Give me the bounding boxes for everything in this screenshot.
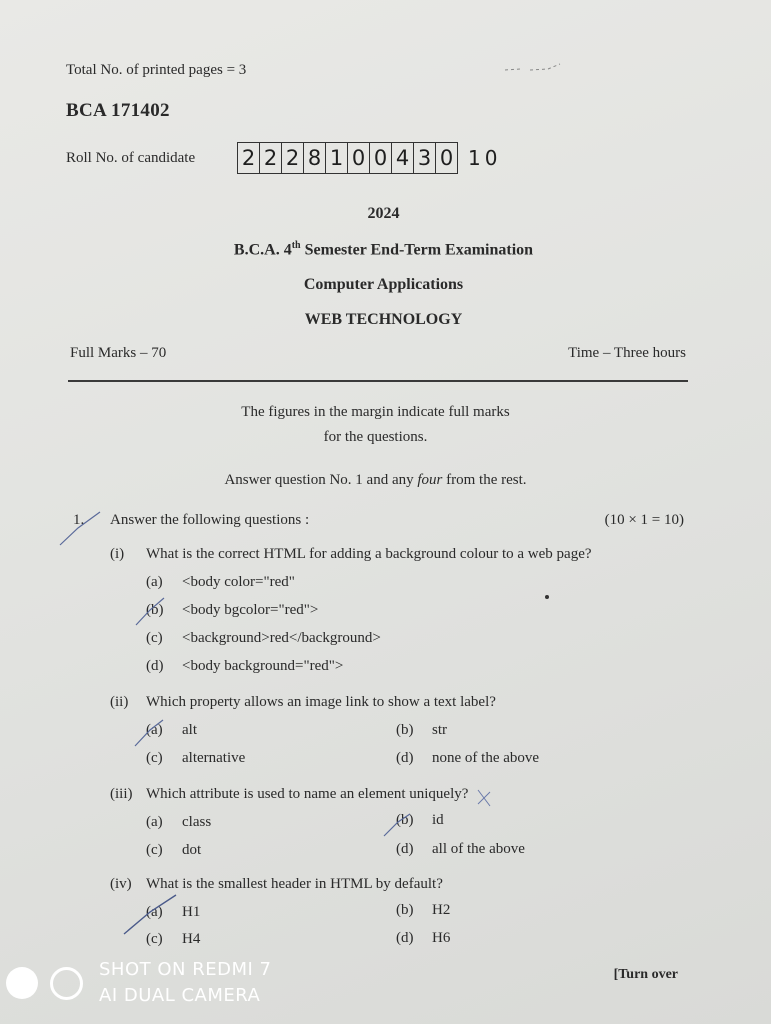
option-label: (b)	[396, 812, 414, 828]
watermark-line: SHOT ON REDMI 7	[99, 959, 272, 980]
subquestion-number: (ii)	[110, 694, 129, 710]
option-text: none of the above	[432, 750, 540, 766]
option-label: (d)	[396, 841, 414, 857]
camera-watermark	[6, 957, 271, 1009]
option-label: (d)	[396, 930, 414, 946]
option-text: dot	[182, 842, 202, 858]
question-number: 1.	[73, 512, 85, 528]
printed-pages-note: Total No. of printed pages = 3	[66, 62, 247, 78]
option-text: class	[182, 814, 212, 830]
option-text: alt	[182, 722, 197, 738]
option-label: (d)	[146, 658, 164, 674]
ink-dot	[545, 595, 549, 599]
option-label: (c)	[146, 931, 163, 947]
watermark-dot-icon	[6, 967, 38, 999]
roll-digit: 0	[347, 143, 369, 173]
watermark-line: AI DUAL CAMERA	[99, 985, 261, 1006]
time-allowed: Time – Three hours	[568, 345, 686, 361]
pen-scribble	[505, 64, 560, 70]
roll-digit: 2	[259, 143, 281, 173]
exam-title-sup: th	[291, 240, 301, 251]
roll-digit: 8	[303, 143, 325, 173]
option-text: H1	[182, 904, 201, 920]
instruction-text: Answer question No. 1 and any	[224, 472, 418, 488]
exam-year: 2024	[367, 205, 400, 222]
roll-digit: 2	[241, 146, 256, 170]
pen-tick-mark	[60, 512, 100, 545]
option-text: H6	[432, 930, 451, 946]
option-text: alternative	[182, 750, 246, 766]
option-text: str	[432, 722, 447, 738]
roll-number-label: Roll No. of candidate	[66, 150, 196, 166]
subquestion-number: (i)	[110, 546, 125, 562]
option-label: (b)	[146, 602, 164, 618]
roll-digit: 3	[413, 143, 435, 173]
option-label: (a)	[146, 574, 163, 590]
option-text: id	[432, 812, 444, 828]
subquestion-text: What is the correct HTML for adding a background colour to a web page?	[146, 546, 592, 562]
pen-cross-mark	[478, 790, 490, 806]
subject-title: Computer Applications	[303, 276, 464, 293]
roll-digit: 0	[369, 143, 391, 173]
question-text: Answer the following questions :	[110, 512, 310, 528]
option-label: (c)	[146, 842, 163, 858]
instruction-emphasis: four	[417, 472, 443, 488]
full-marks: Full Marks – 70	[70, 345, 167, 361]
option-label: (a)	[146, 904, 163, 920]
roll-digit: 2	[281, 143, 303, 173]
subquestion-number: (iv)	[110, 876, 132, 892]
watermark-ring-icon	[50, 967, 83, 1000]
instruction-line: The figures in the margin indicate full marks	[241, 404, 510, 420]
exam-title-main: B.C.A. 4	[233, 241, 292, 259]
roll-digit: 4	[391, 143, 413, 173]
pen-tick-mark	[124, 895, 176, 934]
roll-digit: 1	[325, 143, 347, 173]
option-text: <body background="red">	[182, 658, 344, 674]
option-text: <background>red</background>	[182, 630, 381, 646]
option-text: H4	[182, 931, 201, 947]
option-text: all of the above	[432, 841, 525, 857]
option-text: <body bgcolor="red">	[182, 602, 319, 618]
roll-number-suffix: 10	[468, 146, 502, 170]
paper-title: WEB TECHNOLOGY	[304, 311, 463, 328]
pen-tick-mark	[384, 814, 410, 836]
pen-tick-mark	[136, 598, 164, 625]
option-text: H2	[432, 902, 451, 918]
question-marks: (10 × 1 = 10)	[604, 512, 684, 528]
subquestion-text: What is the smallest header in HTML by default?	[146, 876, 443, 892]
option-label: (a)	[146, 814, 163, 830]
option-label: (b)	[396, 722, 414, 738]
instruction-line: for the questions.	[323, 429, 428, 445]
option-label: (c)	[146, 750, 163, 766]
option-label: (a)	[146, 722, 163, 738]
instruction-text: from the rest.	[442, 472, 527, 488]
subquestion-text: Which attribute is used to name an element uniquely?	[146, 786, 469, 802]
turn-over-note: [Turn over	[613, 967, 678, 982]
roll-digit: 0	[435, 143, 457, 173]
subquestion-text: Which property allows an image link to show a text label?	[146, 694, 496, 710]
option-label: (b)	[396, 902, 414, 918]
option-label: (d)	[396, 750, 414, 766]
pen-tick-mark	[135, 720, 163, 746]
exam-title-rest: Semester End-Term Examination	[300, 241, 534, 259]
option-text: <body color="red"	[182, 574, 295, 590]
course-code: BCA 171402	[66, 100, 170, 121]
subquestion-number: (iii)	[110, 786, 133, 802]
watermark-text	[99, 957, 271, 1009]
option-label: (c)	[146, 630, 163, 646]
